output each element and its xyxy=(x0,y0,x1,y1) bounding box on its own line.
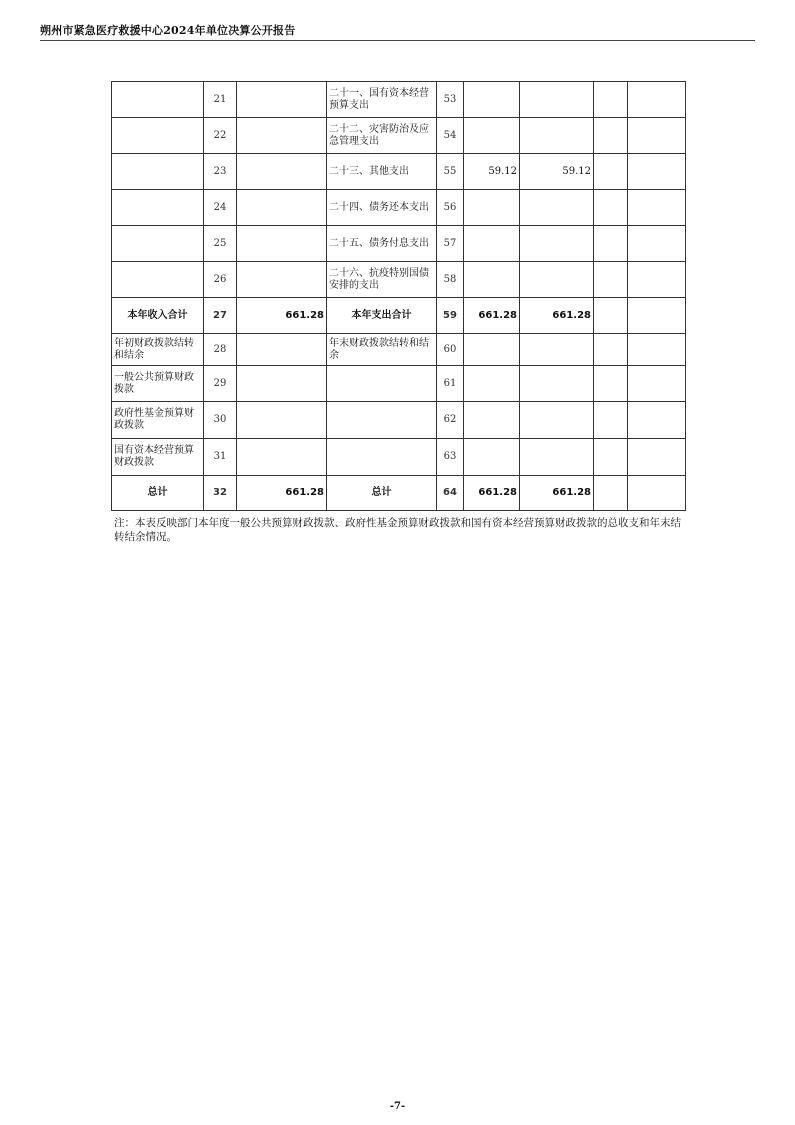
expense-total-amount xyxy=(464,82,520,118)
expense-item-cell: 二十六、抗疫特别国债安排的支出 xyxy=(327,262,437,298)
expense-total-amount xyxy=(464,439,520,476)
income-line-number: 31 xyxy=(204,439,237,476)
expense-line-number: 53 xyxy=(437,82,464,118)
state-capital-amount xyxy=(628,154,686,190)
expense-total-amount xyxy=(464,226,520,262)
table-row xyxy=(112,439,686,476)
income-amount-cell xyxy=(237,190,327,226)
expense-total-amount: 661.28 xyxy=(464,298,520,334)
table-row xyxy=(112,366,686,402)
fund-budget-amount xyxy=(594,402,628,439)
income-line-number: 25 xyxy=(204,226,237,262)
expense-total-amount xyxy=(464,190,520,226)
income-amount-cell xyxy=(237,226,327,262)
expense-line-number: 63 xyxy=(437,439,464,476)
general-budget-amount xyxy=(520,439,594,476)
header-divider xyxy=(40,40,755,41)
expense-item-cell: 二十一、国有资本经营预算支出 xyxy=(327,82,437,118)
expense-total-amount: 661.28 xyxy=(464,476,520,511)
income-line-number: 32 xyxy=(204,476,237,511)
expense-total-label: 本年支出合计 xyxy=(327,298,437,334)
expense-total-amount xyxy=(464,334,520,366)
expense-line-number: 60 xyxy=(437,334,464,366)
income-amount-cell xyxy=(237,439,327,476)
grand-total-row xyxy=(112,476,686,511)
income-amount-cell xyxy=(237,334,327,366)
fund-budget-amount xyxy=(594,476,628,511)
income-label-cell: 国有资本经营预算财政拨款 xyxy=(112,439,204,476)
expense-item-cell xyxy=(327,402,437,439)
general-budget-amount xyxy=(520,402,594,439)
income-label-cell: 年初财政拨款结转和结余 xyxy=(112,334,204,366)
expense-line-number: 59 xyxy=(437,298,464,334)
expense-item-cell: 二十二、灾害防治及应急管理支出 xyxy=(327,118,437,154)
income-label-cell xyxy=(112,226,204,262)
page-header-title: 朔州市紧急医疗救援中心2024年单位决算公开报告 xyxy=(40,24,296,37)
income-amount-cell xyxy=(237,402,327,439)
expense-total-amount xyxy=(464,402,520,439)
general-budget-amount xyxy=(520,82,594,118)
table-row xyxy=(112,262,686,298)
income-label-cell xyxy=(112,262,204,298)
fund-budget-amount xyxy=(594,262,628,298)
expense-line-number: 61 xyxy=(437,366,464,402)
expense-grand-total-label: 总计 xyxy=(327,476,437,511)
expense-line-number: 54 xyxy=(437,118,464,154)
income-label-cell xyxy=(112,118,204,154)
table-row xyxy=(112,154,686,190)
state-capital-amount xyxy=(628,226,686,262)
income-label-cell: 一般公共预算财政拨款 xyxy=(112,366,204,402)
state-capital-amount xyxy=(628,82,686,118)
state-capital-amount xyxy=(628,298,686,334)
income-amount-cell xyxy=(237,118,327,154)
general-budget-amount: 59.12 xyxy=(520,154,594,190)
income-total-row xyxy=(112,298,686,334)
general-budget-amount xyxy=(520,190,594,226)
fund-budget-amount xyxy=(594,118,628,154)
fund-budget-amount xyxy=(594,154,628,190)
income-label-cell xyxy=(112,82,204,118)
table-row xyxy=(112,82,686,118)
income-line-number: 28 xyxy=(204,334,237,366)
expense-item-cell: 年末财政拨款结转和结余 xyxy=(327,334,437,366)
general-budget-amount xyxy=(520,334,594,366)
page-number: -7- xyxy=(389,1101,406,1112)
expense-total-amount xyxy=(464,262,520,298)
state-capital-amount xyxy=(628,334,686,366)
expense-item-cell: 二十五、债务付息支出 xyxy=(327,226,437,262)
income-grand-total-amount: 661.28 xyxy=(237,476,327,511)
income-line-number: 27 xyxy=(204,298,237,334)
general-budget-amount: 661.28 xyxy=(520,298,594,334)
income-amount-cell xyxy=(237,262,327,298)
general-budget-amount: 661.28 xyxy=(520,476,594,511)
table-row xyxy=(112,190,686,226)
fund-budget-amount xyxy=(594,334,628,366)
table-row xyxy=(112,118,686,154)
expense-total-amount: 59.12 xyxy=(464,154,520,190)
income-line-number: 30 xyxy=(204,402,237,439)
table-row xyxy=(112,334,686,366)
income-line-number: 23 xyxy=(204,154,237,190)
expense-line-number: 56 xyxy=(437,190,464,226)
expense-line-number: 57 xyxy=(437,226,464,262)
expense-total-amount xyxy=(464,118,520,154)
fund-budget-amount xyxy=(594,298,628,334)
state-capital-amount xyxy=(628,190,686,226)
income-line-number: 21 xyxy=(204,82,237,118)
expense-line-number: 64 xyxy=(437,476,464,511)
state-capital-amount xyxy=(628,262,686,298)
state-capital-amount xyxy=(628,476,686,511)
fund-budget-amount xyxy=(594,366,628,402)
state-capital-amount xyxy=(628,402,686,439)
table-row xyxy=(112,402,686,439)
income-label-cell: 政府性基金预算财政拨款 xyxy=(112,402,204,439)
expense-item-cell: 二十三、其他支出 xyxy=(327,154,437,190)
table-row xyxy=(112,226,686,262)
budget-report-table xyxy=(111,81,686,511)
income-label-cell xyxy=(112,190,204,226)
general-budget-amount xyxy=(520,226,594,262)
income-amount-cell xyxy=(237,154,327,190)
income-grand-total-label: 总计 xyxy=(112,476,204,511)
income-line-number: 22 xyxy=(204,118,237,154)
fund-budget-amount xyxy=(594,190,628,226)
income-label-cell xyxy=(112,154,204,190)
expense-line-number: 62 xyxy=(437,402,464,439)
expense-item-cell xyxy=(327,366,437,402)
general-budget-amount xyxy=(520,118,594,154)
income-amount-cell xyxy=(237,82,327,118)
general-budget-amount xyxy=(520,262,594,298)
state-capital-amount xyxy=(628,118,686,154)
income-line-number: 29 xyxy=(204,366,237,402)
income-amount-cell xyxy=(237,366,327,402)
general-budget-amount xyxy=(520,366,594,402)
fund-budget-amount xyxy=(594,439,628,476)
income-total-amount: 661.28 xyxy=(237,298,327,334)
expense-line-number: 55 xyxy=(437,154,464,190)
income-total-label: 本年收入合计 xyxy=(112,298,204,334)
income-line-number: 26 xyxy=(204,262,237,298)
state-capital-amount xyxy=(628,366,686,402)
expense-item-cell: 二十四、债务还本支出 xyxy=(327,190,437,226)
fund-budget-amount xyxy=(594,226,628,262)
state-capital-amount xyxy=(628,439,686,476)
expense-item-cell xyxy=(327,439,437,476)
table-footnote: 注：本表反映部门本年度一般公共预算财政拨款、政府性基金预算财政拨款和国有资本经营预算财政拨款的总收支和年末结转结余情况。 xyxy=(114,517,681,543)
income-line-number: 24 xyxy=(204,190,237,226)
expense-total-amount xyxy=(464,366,520,402)
fund-budget-amount xyxy=(594,82,628,118)
expense-line-number: 58 xyxy=(437,262,464,298)
